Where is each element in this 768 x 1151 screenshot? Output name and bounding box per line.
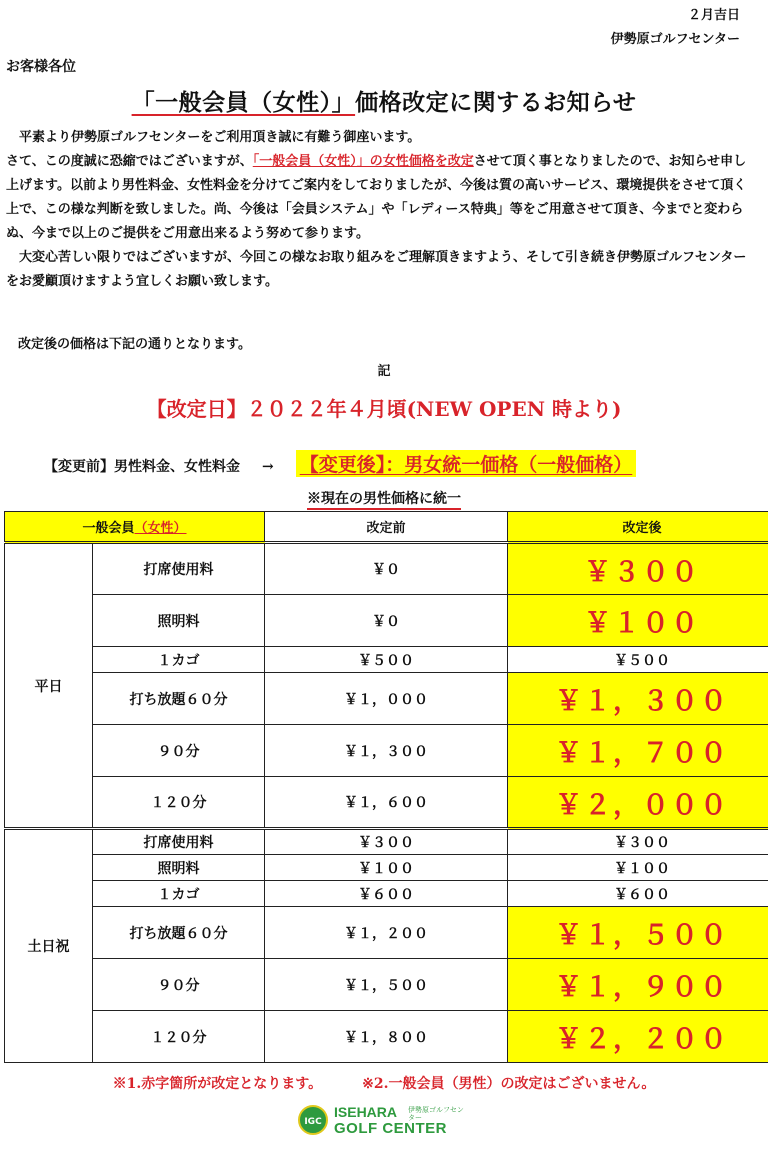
notice-date: ２月吉日 xyxy=(687,8,740,23)
table-row xyxy=(5,725,768,777)
price-after: ￥２，２００ xyxy=(508,1011,768,1063)
table-row xyxy=(5,1011,768,1063)
change-summary xyxy=(44,450,636,477)
highlighted-change: 「一般会員（女性）」の女性価格を改定 xyxy=(252,154,474,169)
price-after: ￥２，０００ xyxy=(508,777,768,829)
category-weekend: 土日祝 xyxy=(5,829,93,1063)
price-after: ￥１，７００ xyxy=(508,725,768,777)
logo-line-2: GOLF CENTER xyxy=(334,1120,447,1137)
price-after: ￥１，３００ xyxy=(508,673,768,725)
ki-heading: 記 xyxy=(377,364,391,379)
paragraph-1: 平素より伊勢原ゴルフセンターをご利用頂き誠に有難う御座います。 xyxy=(19,130,421,145)
table-row xyxy=(5,647,768,673)
price-after: ￥１，５００ xyxy=(508,907,768,959)
price-before: ￥１，５００ xyxy=(265,959,508,1011)
price-before: ￥０ xyxy=(265,595,508,647)
revision-date: 【改定日】２０２２年４月頃(NEW OPEN 時より) xyxy=(146,397,622,421)
body-text xyxy=(6,126,756,294)
header-after: 改定後 xyxy=(508,512,768,543)
category-weekday: 平日 xyxy=(5,543,93,829)
header-before: 改定前 xyxy=(265,512,508,543)
table-row xyxy=(5,777,768,829)
paragraph-3: 大変心苦しい限りではございますが、今回この様なお取り組みをご理解頂きますよう、そして引き続き伊勢原ゴルフセンターをお愛顧頂けますよう宜しくお願い致します。 xyxy=(6,250,747,289)
table-row xyxy=(5,855,768,881)
company-name: 伊勢原ゴルフセンター xyxy=(610,32,740,47)
arrow-right-icon: → xyxy=(262,459,274,475)
page-title xyxy=(0,84,768,117)
price-before: ￥１００ xyxy=(265,855,508,881)
footnotes xyxy=(0,1073,768,1093)
table-row xyxy=(5,829,768,855)
logo-badge-icon: IGC xyxy=(298,1105,328,1135)
item-name: １カゴ xyxy=(93,881,265,907)
item-name: １２０分 xyxy=(93,1011,265,1063)
table-row xyxy=(5,595,768,647)
price-before: ￥１，８００ xyxy=(265,1011,508,1063)
title-subject: 価格改定に関するお知らせ xyxy=(355,89,637,116)
item-name: １カゴ xyxy=(93,647,265,673)
unify-note: ※現在の男性価格に統一 xyxy=(0,488,768,508)
price-before: ￥３００ xyxy=(265,829,508,855)
change-after: 【変更後】：男女統一価格（一般価格） xyxy=(296,450,637,477)
header-member: 一般会員（女性） xyxy=(5,512,265,543)
logo-japanese: 伊勢原ゴルフセンター xyxy=(408,1106,464,1122)
price-after: ￥１００ xyxy=(508,595,768,647)
price-before: ￥１，０００ xyxy=(265,673,508,725)
logo-line-1: ISEHARA xyxy=(334,1104,398,1120)
addressee: お客様各位 xyxy=(6,59,76,75)
title-member-category: 「一般会員（女性）」 xyxy=(131,89,356,116)
price-table xyxy=(4,511,768,1063)
table-row xyxy=(5,881,768,907)
item-name: １２０分 xyxy=(93,777,265,829)
price-before: ￥１，２００ xyxy=(265,907,508,959)
price-before: ￥６００ xyxy=(265,881,508,907)
price-after: ￥１，９００ xyxy=(508,959,768,1011)
table-row xyxy=(5,959,768,1011)
table-row xyxy=(5,673,768,725)
table-row xyxy=(5,907,768,959)
price-after: ￥５００ xyxy=(508,647,768,673)
item-name: 打席使用料 xyxy=(93,543,265,595)
item-name: ９０分 xyxy=(93,725,265,777)
footnote-1: ※1.赤字箇所が改定となります。 xyxy=(112,1076,323,1092)
price-notice: 改定後の価格は下記の通りとなります。 xyxy=(18,337,251,352)
price-before: ￥５００ xyxy=(265,647,508,673)
item-name: 打席使用料 xyxy=(93,829,265,855)
price-before: ￥１，３００ xyxy=(265,725,508,777)
price-after: ￥３００ xyxy=(508,829,768,855)
item-name: 打ち放題６０分 xyxy=(93,907,265,959)
item-name: 打ち放題６０分 xyxy=(93,673,265,725)
item-name: 照明料 xyxy=(93,595,265,647)
price-after: ￥３００ xyxy=(508,543,768,595)
paragraph-2: さて、この度誠に恐縮ではございますが、「一般会員（女性）」の女性価格を改定させて頂く事となりましたので、お知らせ申し上げます。以前より男性料金、女性料金を分けてご案内をしておりましたが、今後は質の高いサービス、環境提供をさせて頂く上で、この様な判断を致しました。尚、今後は「会員システム」や「レディース特典」等をご用意させて頂き、今までと変わらぬ、今まで以上のご提供をご用意出来るよう努めて参ります。 xyxy=(6,154,747,241)
isehara-golf-center-logo xyxy=(298,1104,468,1138)
item-name: 照明料 xyxy=(93,855,265,881)
item-name: ９０分 xyxy=(93,959,265,1011)
footnote-2: ※2.一般会員（男性）の改定はございません。 xyxy=(362,1076,656,1092)
change-before: 【変更前】男性料金、女性料金 xyxy=(44,459,240,475)
price-after: ￥１００ xyxy=(508,855,768,881)
price-after: ￥６００ xyxy=(508,881,768,907)
price-before: ￥０ xyxy=(265,543,508,595)
table-row xyxy=(5,543,768,595)
table-header-row xyxy=(5,512,768,543)
price-before: ￥１，６００ xyxy=(265,777,508,829)
